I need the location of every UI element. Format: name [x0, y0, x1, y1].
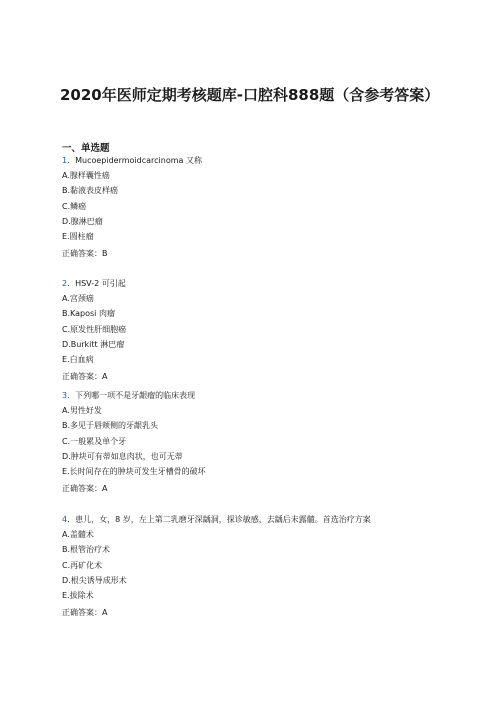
question-stem — [62, 512, 442, 527]
question-number: 4 — [62, 515, 68, 524]
question-block — [62, 512, 442, 620]
question-number: 3 — [62, 391, 68, 400]
option: E.圆柱瘤 — [62, 232, 94, 242]
question-block — [62, 153, 442, 261]
question-text: ．Mucoepidermoidcarcinoma 又称 — [67, 156, 202, 165]
option: C.再矿化术 — [62, 560, 103, 570]
correct-answer: 正确答案：A — [62, 484, 108, 494]
option: D.肿块可有蒂如息肉状，也可无蒂 — [62, 451, 183, 461]
question-number: 1 — [62, 156, 68, 165]
question-stem — [62, 388, 442, 403]
correct-answer: 正确答案：A — [62, 372, 108, 382]
option: E.拔除术 — [62, 591, 94, 601]
option: D.根尖诱导成形术 — [62, 575, 127, 585]
question-stem — [62, 153, 442, 168]
option: B.根管治疗术 — [62, 545, 111, 555]
option: B.Kaposi 肉瘤 — [62, 309, 115, 319]
document-title: 2020年医师定期考核题库-口腔科888题（含参考答案） — [60, 86, 440, 104]
question-block — [62, 388, 442, 496]
option: A.宫颈癌 — [62, 294, 94, 304]
question-number: 2 — [62, 279, 68, 288]
option: A.男性好发 — [62, 406, 102, 416]
option: A.腺样囊性癌 — [62, 171, 110, 181]
option: B.多见于唇颊侧的牙龈乳头 — [62, 421, 159, 431]
option: B.黏液表皮样癌 — [62, 186, 119, 196]
section-heading: 一、单选题 — [62, 143, 110, 154]
question-block — [62, 276, 442, 384]
option: C.一般累及单个牙 — [62, 436, 127, 446]
option: E.长时间存在的肿块可发生牙槽骨的破坏 — [62, 467, 206, 477]
question-text: ．下列哪一项不是牙龈瘤的临床表现 — [67, 391, 196, 400]
question-stem — [62, 276, 442, 291]
option: E.白血病 — [62, 355, 94, 365]
option: D.Burkitt 淋巴瘤 — [62, 339, 125, 349]
option: A.盖髓术 — [62, 530, 94, 540]
option: C.原发性肝细胞癌 — [62, 324, 127, 334]
question-text: ．HSV-2 可引起 — [67, 279, 126, 288]
correct-answer: 正确答案：B — [62, 249, 108, 259]
option: D.腺淋巴瘤 — [62, 216, 103, 226]
option: C.鳞癌 — [62, 201, 87, 211]
question-text: ．患儿，女，8 岁，左上第二乳磨牙深龋洞，探诊敏感，去龋后未露髓。首选治疗方案 — [67, 515, 371, 524]
correct-answer: 正确答案：A — [62, 608, 108, 618]
